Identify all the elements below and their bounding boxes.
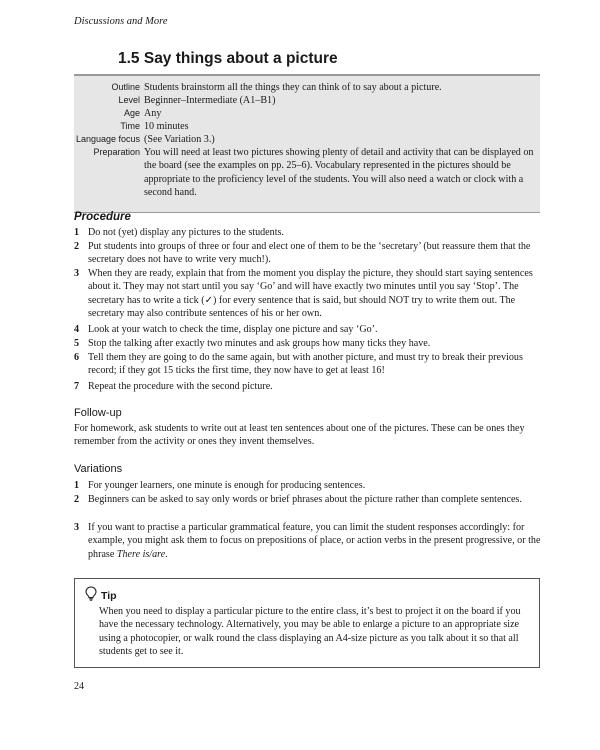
step-text: Put students into groups of three or four and elect one of them to be the ‘secretary’ (but reassure them that the secretary does not have to write very much!). (88, 241, 531, 266)
step-text: Repeat the procedure with the second picture. (88, 381, 273, 392)
step-text: Look at your watch to check the time, display one picture and say ‘Go’. (88, 324, 378, 335)
step-text: Tell them they are going to do the same again, but with another picture, and must try to break their previous record; if they got 15 ticks the first time, they now have to get at least 16! (88, 352, 523, 377)
info-value: Students brainstorm all the things they can think of to say about a picture. (144, 82, 442, 93)
followup-heading: Follow-up (74, 407, 122, 419)
variation-text-italic: There is/are (116, 548, 166, 560)
info-value: You will need at least two pictures showing plenty of detail and activity that can be displayed on the board (see the examples on pp. 25–6). Vocabulary represented in the pictures should be appropriate to the proficiency level of the students. You will also need a watch or clock with a second hand. (144, 147, 534, 198)
variation-text (88, 521, 544, 561)
procedure-step (74, 380, 544, 393)
variation-text: Beginners can be asked to say only words or brief phrases about the picture rather than complete sentences. (88, 494, 522, 505)
variation-number: 2 (74, 494, 80, 505)
step-number: 4 (74, 324, 80, 335)
info-value: Beginner–Intermediate (A1–B1) (144, 95, 276, 106)
step-number: 1 (74, 227, 80, 238)
step-number: 2 (74, 241, 80, 252)
variation-text: For younger learners, one minute is enough for producing sentences. (88, 480, 366, 491)
variation-text-end: . (165, 548, 168, 560)
procedure-step (74, 323, 544, 336)
step-number: 6 (74, 352, 80, 363)
info-value: 10 minutes (144, 121, 189, 132)
tip-header (85, 586, 117, 606)
variation-number: 1 (74, 480, 80, 491)
info-value: (See Variation 3.) (144, 134, 215, 145)
info-label: Age (123, 108, 140, 118)
variation-text-main: If you want to practise a particular grammatical feature, you can limit the student responses accordingly: for example, you might ask them to focus on prepositions of place, or action verbs in the present progressive, or the phrase (88, 522, 541, 560)
step-text: Stop the talking after exactly two minutes and ask groups how many ticks they have. (88, 338, 431, 349)
step-text: Do not (yet) display any pictures to the students. (88, 227, 284, 238)
info-value: Any (144, 108, 162, 119)
followup-text: For homework, ask students to write out at least ten sentences about one of the pictures. These can be ones they remember from the activity or ones they invent themselves. (74, 423, 525, 448)
tip-box (74, 578, 540, 668)
variation-item (74, 493, 544, 506)
variations-heading: Variations (74, 463, 123, 475)
info-label: Time (120, 121, 140, 131)
procedure-step (74, 351, 544, 378)
info-label: Level (118, 95, 140, 105)
step-text: When they are ready, explain that from the moment you display the picture, they should start saying sentences about it. They may not start until you say ‘Go’ and will have exactly two minutes until you say ‘Stop’. The secretary has to write a tick (✓) for every sentence that is said, but should NOT try to write them out. The secretary may also contribute sentences of his or her own. (88, 268, 533, 319)
variation-item (74, 479, 544, 492)
page-number: 24 (74, 681, 84, 692)
info-box (74, 74, 540, 213)
page-title: 1.5 Say things about a picture (118, 50, 338, 67)
info-label: Outline (111, 82, 140, 92)
procedure-heading: Procedure (74, 211, 131, 223)
procedure-step (74, 226, 544, 239)
step-number: 7 (74, 381, 80, 392)
running-head: Discussions and More (74, 16, 168, 27)
procedure-step (74, 267, 544, 320)
variation-item (74, 521, 544, 561)
step-number: 3 (74, 268, 80, 279)
procedure-step (74, 240, 544, 267)
procedure-step (74, 337, 544, 350)
info-label: Language focus (75, 134, 140, 144)
tip-label: Tip (101, 590, 117, 602)
tip-text: When you need to display a particular picture to the entire class, it’s best to project it on the board if you have the necessary technology. Alternatively, you may be able to enlarge a picture to an appropriate size using a photocopier, or walk round the class displaying an A4-size picture as you talk about it so that all students get to see it. (99, 606, 521, 657)
info-label: Preparation (93, 147, 140, 157)
lightbulb-icon (85, 586, 97, 606)
step-number: 5 (74, 338, 80, 349)
variation-number: 3 (74, 522, 80, 533)
